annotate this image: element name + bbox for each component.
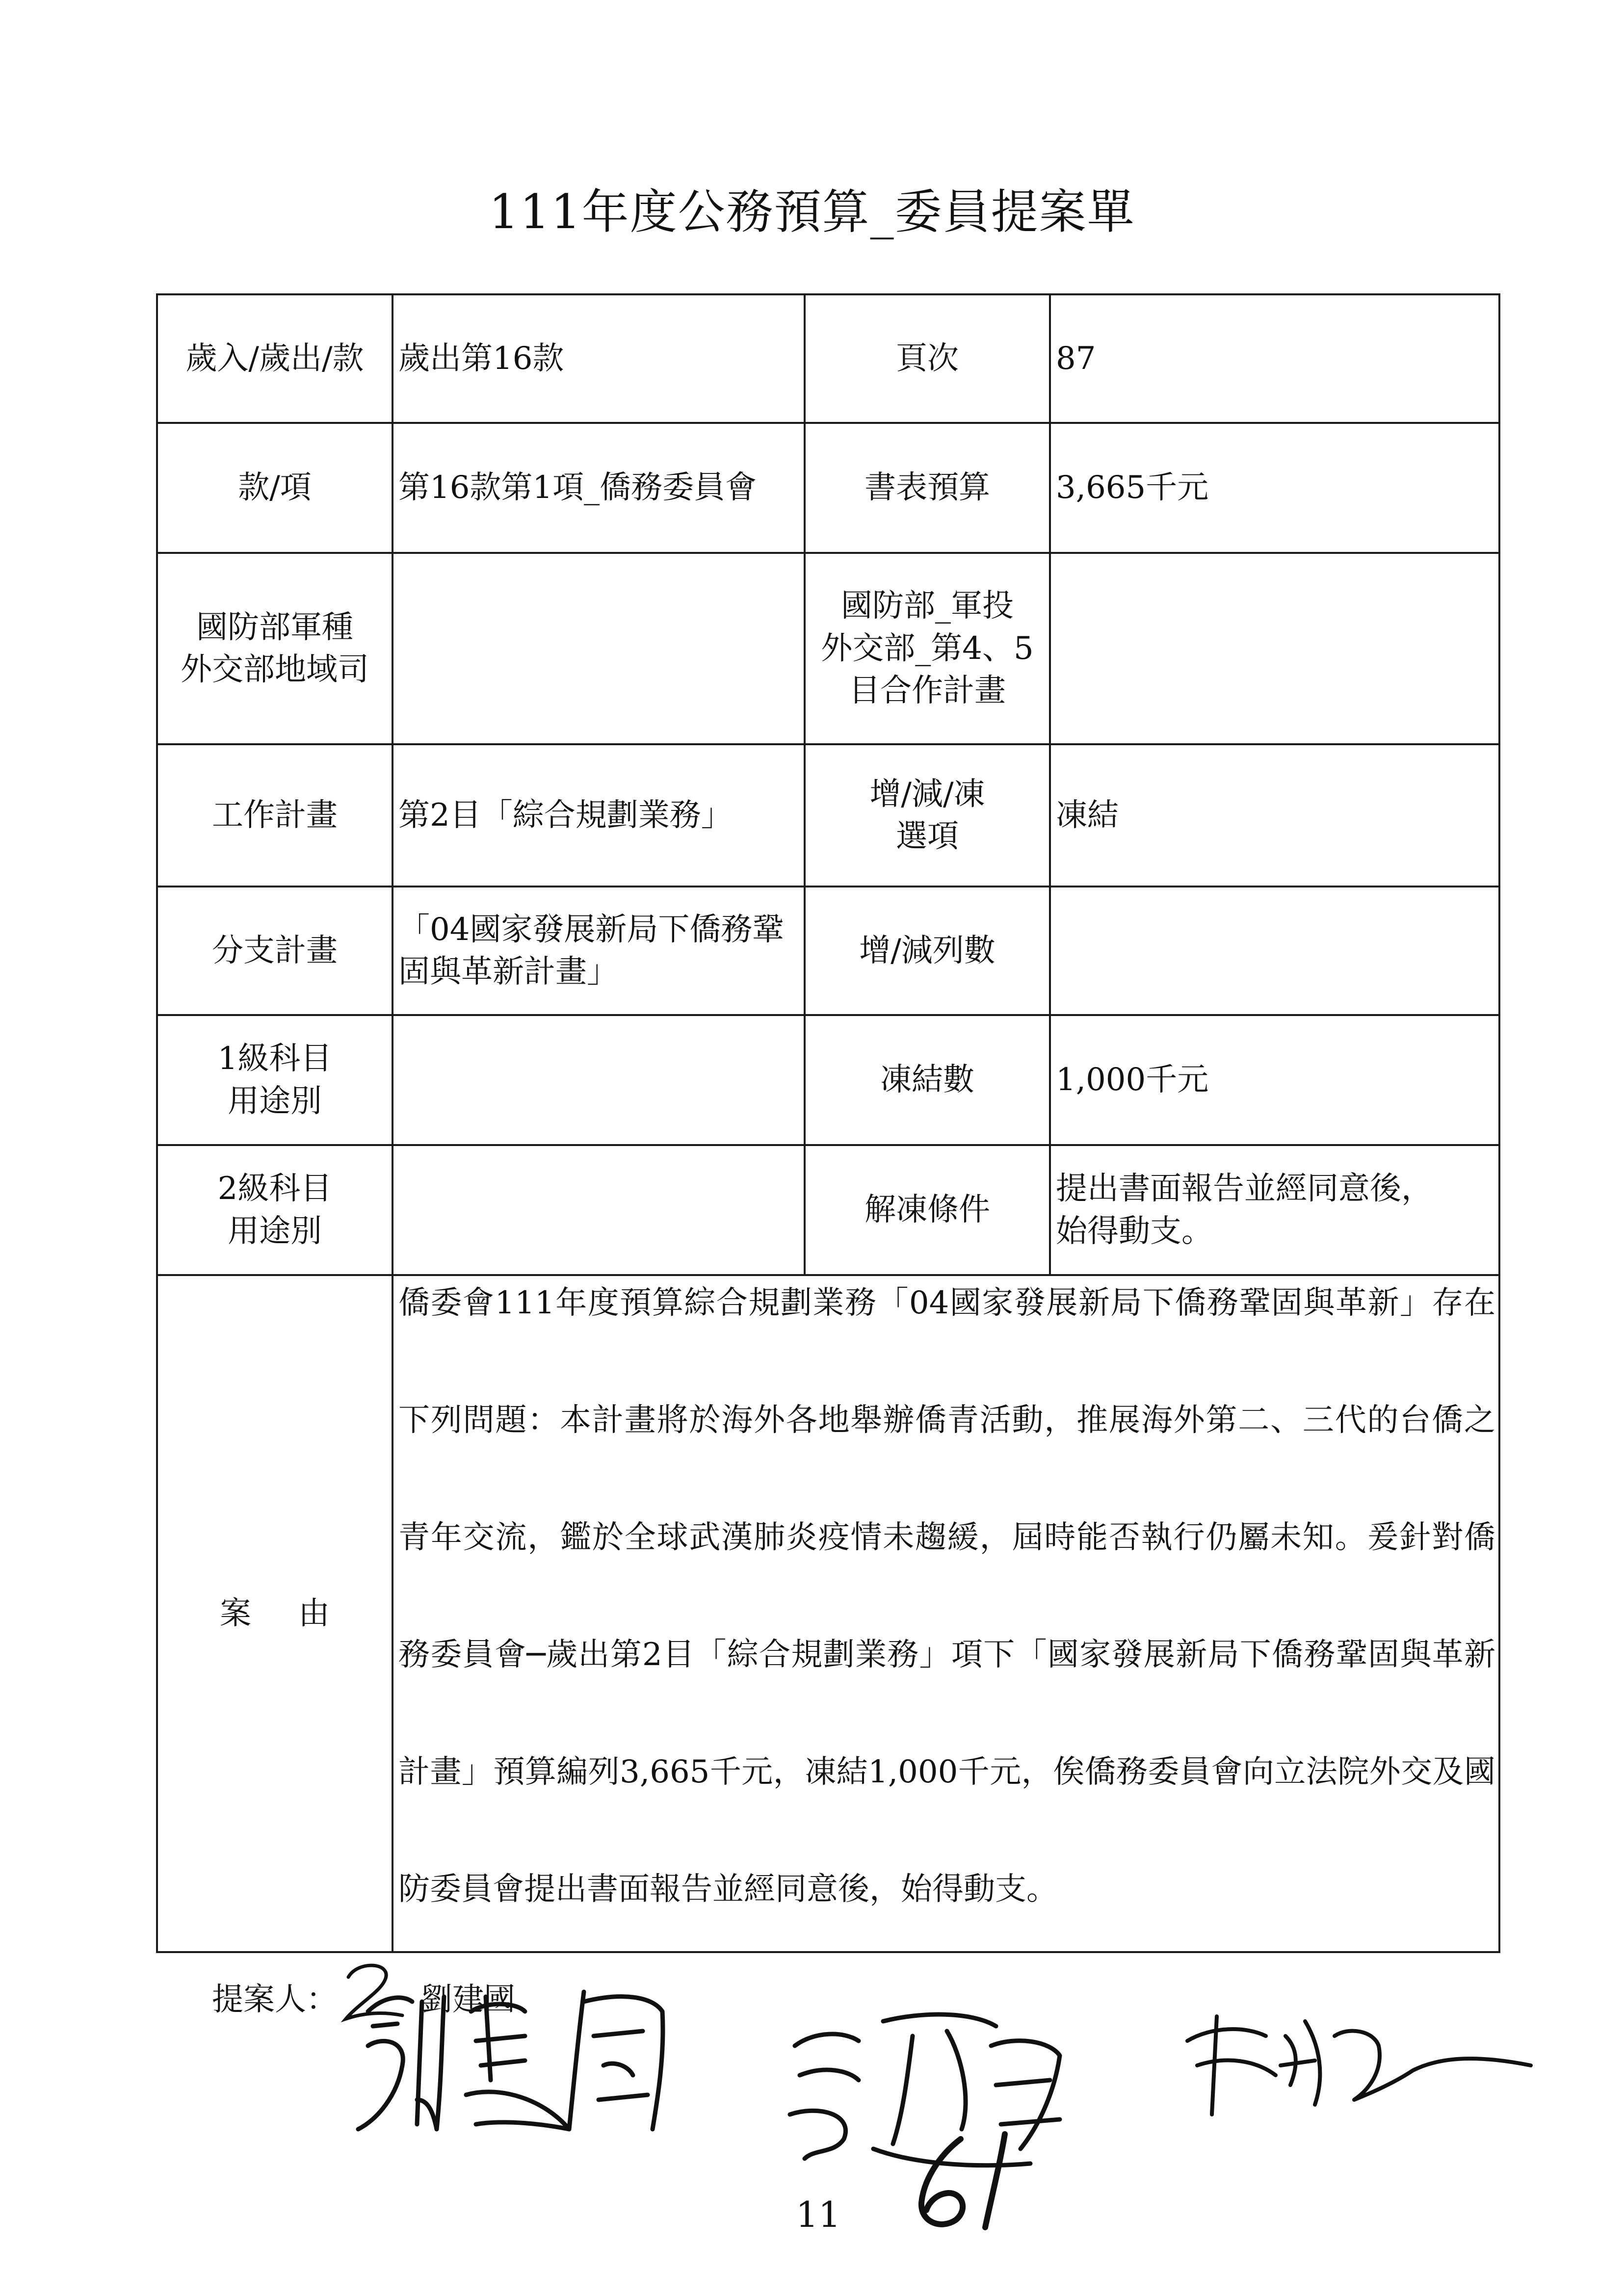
label-reason-char2: 由 (298, 1595, 330, 1632)
value-budget: 3,665千元 (1050, 423, 1499, 553)
label-frozen-amount: 凍結數 (805, 1015, 1050, 1145)
label-budget: 書表預算 (805, 423, 1050, 553)
row-level1-subject (157, 1015, 1499, 1145)
label-level2-subject (157, 1145, 393, 1275)
label-option-line1: 增/減/凍 (869, 776, 985, 812)
value-branch-plan (393, 887, 805, 1015)
signature-liu (339, 1982, 760, 2149)
row-category (157, 294, 1499, 423)
label-cooperation-line3: 目合作計畫 (849, 673, 1006, 709)
label-level2-line2: 用途別 (228, 1213, 322, 1250)
label-reason-char1: 案 (220, 1595, 251, 1632)
row-level2-subject (157, 1145, 1499, 1275)
proposal-form-table (156, 293, 1500, 1953)
value-page: 87 (1050, 294, 1499, 423)
value-level2-subject (393, 1145, 805, 1275)
label-cooperation (805, 553, 1050, 744)
row-reason (157, 1275, 1499, 1952)
label-option (805, 744, 1050, 887)
handwritten-page-number (902, 2124, 1029, 2237)
label-cooperation-line1: 國防部_軍投 (841, 588, 1014, 625)
value-department (393, 553, 805, 744)
label-cooperation-line2: 外交部_第4、5 (821, 630, 1034, 667)
row-department (157, 553, 1499, 744)
value-unfreeze-condition (1050, 1145, 1499, 1275)
value-branch-plan-line2: 固與革新計畫」 (398, 954, 618, 990)
value-work-plan: 第2目「綜合規劃業務」 (393, 744, 805, 887)
label-department-line1: 國防部軍種 (196, 609, 353, 646)
label-department-line2: 外交部地域司 (181, 652, 369, 688)
value-branch-plan-line1: 「04國家發展新局下僑務鞏 (398, 911, 784, 948)
label-change-amount: 增/減列數 (805, 887, 1050, 1015)
reason-text: 僑委會111年度預算綜合規劃業務「04國家發展新局下僑務鞏固與革新」存在下列問題：本計畫將於海外各地舉辦僑青活動，推展海外第二、三代的台僑之青年交流，鑑於全球武漢肺炎疫情未趨緩，屆時能否執行仍屬未知。爰針對僑務委員會─歲出第2目「綜合規劃業務」項下「國家發展新局下僑務鞏固與革新計畫」預算編列3,665千元，凍結1,000千元，俟僑務委員會向立法院外交及國防委員會提出書面報告並經同意後，始得動支。 (398, 1285, 1495, 1907)
label-reason (157, 1275, 393, 1952)
proposer-name: 劉建國 (421, 1982, 515, 2018)
label-page: 頁次 (805, 294, 1050, 423)
label-level2-line1: 2級科目 (217, 1171, 332, 1207)
form-title: 111年度公務預算_委員提案單 (489, 184, 1135, 239)
label-item: 款/項 (157, 423, 393, 553)
value-unfreeze-line1: 提出書面報告並經同意後， (1056, 1171, 1433, 1207)
label-unfreeze-condition: 解凍條件 (805, 1145, 1050, 1275)
row-branch-plan (157, 887, 1499, 1015)
label-option-line2: 選項 (896, 818, 959, 855)
value-change-amount (1050, 887, 1499, 1015)
row-work-plan (157, 744, 1499, 887)
value-level1-subject (393, 1015, 805, 1145)
label-level1-line2: 用途別 (228, 1083, 322, 1120)
signature-cai (1168, 2007, 1541, 2124)
row-item (157, 423, 1499, 553)
value-cooperation (1050, 553, 1499, 744)
label-branch-plan: 分支計畫 (157, 887, 393, 1015)
value-item: 第16款第1項_僑務委員會 (393, 423, 805, 553)
value-frozen-amount: 1,000千元 (1050, 1015, 1499, 1145)
label-department (157, 553, 393, 744)
label-level1-subject (157, 1015, 393, 1145)
label-level1-line1: 1級科目 (217, 1041, 332, 1077)
page-number: 11 (796, 2194, 841, 2235)
reason-cell (393, 1275, 1499, 1952)
value-category: 歲出第16款 (393, 294, 805, 423)
label-category: 歲入/歲出/款 (157, 294, 393, 423)
value-option: 凍結 (1050, 744, 1499, 887)
label-work-plan: 工作計畫 (157, 744, 393, 887)
value-unfreeze-line2: 始得動支。 (1056, 1213, 1213, 1250)
proposer-label: 提案人： (212, 1982, 338, 2018)
